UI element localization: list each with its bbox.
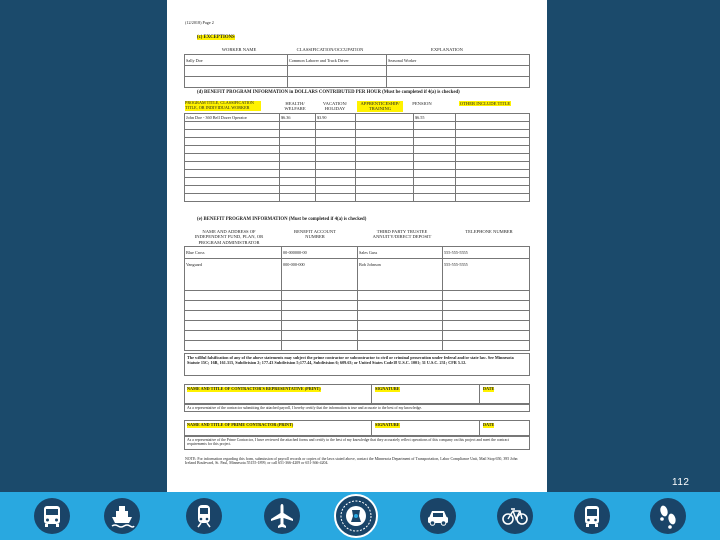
table-cell[interactable] xyxy=(185,66,288,77)
table-cell[interactable] xyxy=(316,194,356,202)
section-d-col-2: HEALTH/ WELFARE xyxy=(284,101,306,112)
table-cell[interactable] xyxy=(358,321,443,331)
table-row xyxy=(185,138,530,146)
table-cell[interactable] xyxy=(414,194,456,202)
table-row xyxy=(185,331,530,341)
table-cell[interactable] xyxy=(356,178,414,186)
table-cell[interactable] xyxy=(443,291,530,301)
section-e-col-4: TELEPHONE NUMBER xyxy=(465,229,513,234)
table-cell[interactable] xyxy=(456,178,530,186)
table-cell[interactable] xyxy=(414,154,456,162)
table-cell[interactable] xyxy=(414,146,456,154)
table-row xyxy=(185,77,530,88)
table-row xyxy=(185,259,530,291)
table-cell[interactable] xyxy=(288,66,387,77)
section-d-col-4: APPRENTICESHIP/ TRAINING xyxy=(357,101,403,112)
table-row xyxy=(185,247,530,259)
section-c-col-1: WORKER NAME xyxy=(221,47,257,52)
table-cell[interactable] xyxy=(280,138,316,146)
prime-contractor-note: As a representative of the Prime Contractor, I have reviewed the attached forms and certify to the best of my knowledge that they accurately reflect operations of this company on this project and meet the contract requirements for this project. xyxy=(184,436,530,450)
table-cell[interactable] xyxy=(316,178,356,186)
table-cell[interactable]: $6.55 xyxy=(414,114,456,122)
table-row xyxy=(185,341,530,351)
table-row xyxy=(185,55,530,66)
benefit-dollars-table xyxy=(184,113,530,202)
bus-front-icon xyxy=(574,498,610,534)
table-cell[interactable] xyxy=(185,77,288,88)
table-row xyxy=(185,122,530,130)
divider xyxy=(479,421,480,437)
section-d-col-1: PROGRAM TITLE, CLASSIFICATION TITLE, OR INDIVIDUAL WORKER xyxy=(185,101,261,111)
section-e-col-2: BENEFIT ACCOUNT NUMBER xyxy=(294,229,336,240)
contractor-rep-note: As a representative of the contractor submitting the attached payroll, I hereby certify that the information is true and accurate to the best of my knowledge. xyxy=(184,404,530,412)
footprints-icon xyxy=(650,498,686,534)
table-cell[interactable] xyxy=(185,341,282,351)
table-cell[interactable]: 555-555-5555 xyxy=(443,247,530,259)
table-row xyxy=(185,154,530,162)
table-cell[interactable] xyxy=(185,194,280,202)
table-cell[interactable] xyxy=(282,331,358,341)
table-cell[interactable] xyxy=(358,331,443,341)
train-icon xyxy=(186,498,222,534)
exceptions-table xyxy=(184,54,530,88)
section-d-col-5: PENSION xyxy=(412,101,432,106)
table-cell[interactable] xyxy=(456,154,530,162)
table-cell[interactable] xyxy=(358,291,443,301)
table-cell[interactable] xyxy=(185,321,282,331)
benefit-program-table xyxy=(184,246,530,351)
divider xyxy=(371,385,372,405)
ship-icon xyxy=(104,498,140,534)
table-cell[interactable]: Sally Doe xyxy=(185,55,288,66)
table-cell[interactable] xyxy=(282,321,358,331)
table-cell[interactable] xyxy=(185,138,280,146)
table-cell[interactable] xyxy=(358,301,443,311)
table-cell[interactable] xyxy=(356,122,414,130)
table-row xyxy=(185,130,530,138)
warning-text: The willful falsification of any of the above statements may subject the prime contractor or subcontractor to civil or criminal prosecution under federal and/or state law. See Minnesota Statute 15C; 16B, 161.315, Subdivision 2; 177.43 Subdivision 5;177.44, Subdivision 6; 609.63; or United States Code18 U.S.C. 1001; 31 U.S.C. 231; CFR 5.12. xyxy=(187,355,514,365)
table-cell[interactable] xyxy=(456,114,530,122)
section-d-col-3: VACATION/ HOLIDAY xyxy=(322,101,348,112)
table-cell[interactable] xyxy=(456,194,530,202)
airplane-icon xyxy=(264,498,300,534)
table-cell[interactable] xyxy=(356,130,414,138)
table-cell[interactable]: Bob Johnson xyxy=(358,259,443,291)
table-cell[interactable]: $3.90 xyxy=(316,114,356,122)
table-cell[interactable] xyxy=(288,77,387,88)
table-row xyxy=(185,311,530,321)
table-cell[interactable] xyxy=(316,186,356,194)
table-cell[interactable] xyxy=(280,122,316,130)
car-icon xyxy=(420,498,456,534)
table-cell[interactable] xyxy=(414,138,456,146)
table-row xyxy=(185,186,530,194)
section-c-title: (c) EXCEPTIONS xyxy=(197,35,235,40)
table-cell[interactable] xyxy=(456,146,530,154)
divider xyxy=(479,385,480,405)
table-cell[interactable] xyxy=(185,301,282,311)
table-cell[interactable]: $6.36 xyxy=(280,114,316,122)
table-cell[interactable] xyxy=(414,122,456,130)
table-cell[interactable] xyxy=(280,162,316,170)
table-cell[interactable] xyxy=(185,331,282,341)
table-cell[interactable] xyxy=(282,291,358,301)
section-d-title: (d) BENEFIT PROGRAM INFORMATION in DOLLARS CONTRIBUTED PER HOUR (Must be completed if 4(a) is checked) xyxy=(197,90,460,95)
bus-icon xyxy=(34,498,70,534)
table-row xyxy=(185,301,530,311)
table-cell[interactable] xyxy=(356,194,414,202)
table-cell[interactable] xyxy=(280,170,316,178)
table-cell[interactable] xyxy=(282,301,358,311)
table-cell[interactable]: Seasonal Worker xyxy=(387,55,530,66)
table-cell[interactable] xyxy=(443,311,530,321)
warning-box xyxy=(184,353,530,376)
table-cell[interactable] xyxy=(356,146,414,154)
table-cell[interactable]: John Doe - 360 Bell Dozer Operator xyxy=(185,114,280,122)
table-cell[interactable] xyxy=(282,311,358,321)
table-cell[interactable] xyxy=(456,162,530,170)
table-cell[interactable] xyxy=(280,154,316,162)
table-cell[interactable]: Common Laborer and Truck Driver xyxy=(288,55,387,66)
table-cell[interactable]: 00-000000-00 xyxy=(282,247,358,259)
table-cell[interactable] xyxy=(443,301,530,311)
table-row xyxy=(185,170,530,178)
table-cell[interactable] xyxy=(280,146,316,154)
table-row xyxy=(185,146,530,154)
footer-note: NOTE: For information regarding this form, submission of payroll records or copies of the laws stated above, contact the Minnesota Department of Transportation, Labor Compliance Unit, Mail Stop 650, 395 John Ireland Boulevard, St. Paul, Minnesota 55155-1899, or call 651-366-4209 or 651-366-4204. xyxy=(185,457,518,466)
prime-contractor-block xyxy=(184,420,530,436)
table-cell[interactable] xyxy=(185,170,280,178)
table-cell[interactable] xyxy=(387,77,530,88)
table-cell[interactable] xyxy=(316,170,356,178)
table-row xyxy=(185,194,530,202)
table-cell[interactable] xyxy=(443,321,530,331)
table-cell[interactable] xyxy=(185,154,280,162)
table-cell[interactable] xyxy=(356,114,414,122)
table-cell[interactable] xyxy=(456,122,530,130)
section-e-col-3: THIRD PARTY TRUSTEE ANNUITY/DIRECT DEPOSIT xyxy=(372,229,432,240)
table-cell[interactable]: Sales Guss xyxy=(358,247,443,259)
prime-contractor-date-label: DATE xyxy=(483,422,495,427)
section-d-col-6: OTHER INCLUDE TITLE xyxy=(459,101,511,106)
table-row xyxy=(185,178,530,186)
table-cell[interactable]: Blue Cross xyxy=(185,247,282,259)
table-cell[interactable] xyxy=(414,130,456,138)
table-cell[interactable] xyxy=(316,162,356,170)
table-cell[interactable] xyxy=(443,341,530,351)
divider xyxy=(371,421,372,437)
section-c-col-2: CLASSIFICATION/OCCUPATION xyxy=(296,47,364,52)
table-row xyxy=(185,114,530,122)
table-cell[interactable] xyxy=(280,186,316,194)
section-e-title: (e) BENEFIT PROGRAM INFORMATION (Must be completed if 4(a) is checked) xyxy=(197,217,367,222)
table-cell[interactable] xyxy=(387,66,530,77)
table-cell[interactable] xyxy=(316,130,356,138)
contractor-rep-date-label: DATE xyxy=(483,386,495,391)
table-cell[interactable] xyxy=(316,146,356,154)
table-cell[interactable] xyxy=(185,146,280,154)
table-cell[interactable] xyxy=(456,138,530,146)
mndot-seal-icon xyxy=(334,494,378,538)
table-cell[interactable] xyxy=(185,162,280,170)
prime-contractor-signature-label: SIGNATURE xyxy=(375,422,400,427)
table-cell[interactable] xyxy=(456,130,530,138)
table-cell[interactable] xyxy=(280,130,316,138)
table-cell[interactable] xyxy=(356,170,414,178)
table-cell[interactable] xyxy=(356,162,414,170)
table-cell[interactable] xyxy=(456,186,530,194)
table-cell[interactable]: 555-555-5555 xyxy=(443,259,530,291)
table-cell[interactable]: 000-000-000 xyxy=(282,259,358,291)
page-header: (12/2018) Page 2 xyxy=(185,20,214,25)
table-cell[interactable] xyxy=(356,186,414,194)
section-c-col-3: EXPLANATION xyxy=(431,47,463,52)
table-cell[interactable] xyxy=(414,178,456,186)
table-row xyxy=(185,66,530,77)
table-cell[interactable] xyxy=(414,186,456,194)
table-cell[interactable]: Vanguard xyxy=(185,259,282,291)
table-cell[interactable] xyxy=(456,170,530,178)
table-cell[interactable] xyxy=(414,162,456,170)
table-cell[interactable] xyxy=(280,178,316,186)
table-cell[interactable] xyxy=(356,138,414,146)
table-cell[interactable] xyxy=(185,178,280,186)
table-cell[interactable] xyxy=(443,331,530,341)
table-cell[interactable] xyxy=(185,122,280,130)
table-cell[interactable] xyxy=(185,130,280,138)
prime-contractor-name-label: NAME AND TITLE OF PRIME CONTRACTOR (PRINT) xyxy=(187,422,294,427)
contractor-rep-name-label: NAME AND TITLE OF CONTRACTOR'S REPRESENTATIVE (PRINT) xyxy=(187,386,321,391)
table-cell[interactable] xyxy=(316,122,356,130)
table-cell[interactable] xyxy=(316,154,356,162)
table-row xyxy=(185,321,530,331)
table-cell[interactable] xyxy=(185,186,280,194)
table-cell[interactable] xyxy=(358,311,443,321)
contractor-rep-signature-label: SIGNATURE xyxy=(375,386,400,391)
table-row xyxy=(185,162,530,170)
table-row xyxy=(185,291,530,301)
table-cell[interactable] xyxy=(185,291,282,301)
table-cell[interactable] xyxy=(356,154,414,162)
section-e-col-1: NAME AND ADDRESS OF INDEPENDENT FUND, PLAN, OR PROGRAM ADMINISTRATOR xyxy=(194,229,264,245)
table-cell[interactable] xyxy=(316,138,356,146)
contractor-rep-block xyxy=(184,384,530,404)
table-cell[interactable] xyxy=(282,341,358,351)
table-cell[interactable] xyxy=(358,341,443,351)
document-page xyxy=(167,0,547,492)
table-cell[interactable] xyxy=(280,194,316,202)
table-cell[interactable] xyxy=(185,311,282,321)
bicycle-icon xyxy=(497,498,533,534)
slide-page-number: 112 xyxy=(672,477,690,488)
table-cell[interactable] xyxy=(414,170,456,178)
